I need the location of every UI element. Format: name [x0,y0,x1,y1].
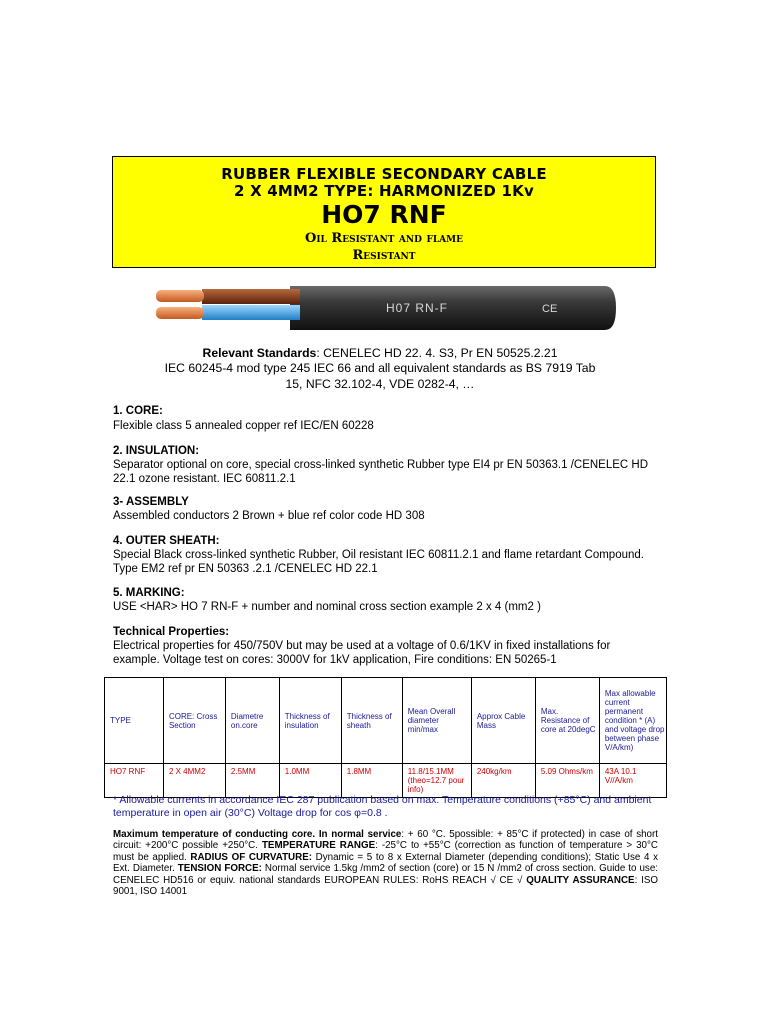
specification-table [104,677,667,798]
table-cell: 2.5MM [225,764,279,798]
section-marking-title: 5. MARKING: [113,587,185,599]
subtitle-line-2: Resistant [352,248,416,263]
table-header-cell: Approx Cable Mass [471,678,535,764]
outer-sheath [290,286,616,330]
standards-line-3: 15, NFC 32.102-4, VDE 0282-4, … [285,377,475,391]
standards-label: Relevant Standards [202,346,317,360]
standards-line-2: IEC 60245-4 mod type 245 IEC 66 and all equivalent standards as BS 7919 Tab [164,361,596,375]
table-header-cell: Thickness of sheath [341,678,402,764]
table-header-cell: TYPE [105,678,164,764]
section-insulation-title: 2. INSULATION: [113,445,200,457]
copper-conductor-top [156,290,204,302]
title-line-1: RUBBER FLEXIBLE SECONDARY CABLE [221,165,547,183]
table-cell: 5.09 Ohms/km [535,764,599,798]
table-cell: 240kg/km [471,764,535,798]
subtitle-line-1: Oil Resistant and flame [305,231,463,246]
table-header-cell: CORE: Cross Section [163,678,225,764]
blue-core [202,305,300,320]
table-cell: HO7 RNF [105,764,164,798]
table-header-cell: Diametre on.core [225,678,279,764]
cable-marking: H07 RN-F [386,301,449,315]
table-header-cell: Mean Overall diameter min/max [402,678,471,764]
table-cell: 2 X 4MM2 [163,764,225,798]
table-header-row [105,678,667,764]
section-marking-body: USE <HAR> HO 7 RN-F + number and nominal cross section example 2 x 4 (mm2 ) [113,601,541,613]
title-banner [112,156,656,268]
section-assembly-body: Assembled conductors 2 Brown + blue ref color code HD 308 [113,510,425,522]
table-footnote: * Allowable currents in accordance IEC 287 publication based on max. Temperature conditions (+85°C) and ambient temperature in open air (30°C) Voltage drop for cos φ=0.8 . [113,794,652,819]
section-sheath-title: 4. OUTER SHEATH: [113,535,220,547]
type-code: HO7 RNF [321,200,447,229]
table-row [105,764,667,798]
table-header-cell: Max allowable current permanent condition * (A) and voltage drop between phase V/A/km) [599,678,666,764]
section-assembly-title: 3- ASSEMBLY [113,496,189,508]
copper-conductor-bottom [156,307,204,319]
table-cell: 1.0MM [279,764,341,798]
ce-mark: CE [542,303,558,315]
table-header-cell: Thickness of insulation [279,678,341,764]
table-cell: 1.8MM [341,764,402,798]
table-cell: 11.8/15.1MM (theo=12.7 pour info) [402,764,471,798]
section-technical-title: Technical Properties: [113,626,230,638]
service-conditions-paragraph: Maximum temperature of conducting core. In normal service: + 60 °C. 5possible: + 85°C if protected) in case of short circuit: +200°C possible +250°C. TEMPERATURE RANGE: -25°C to +55°C (correction as function of temperature > 30°C must be applied. RADIUS OF CURVATURE: Dynamic = 5 to 8 x External Diameter (depending conditions); Static Use 4 x Ext. Diameter. TENSION FORCE: Normal service 1.5kg /mm2 of section (core) or 15 N /mm2 of cross section. Guide to use: CENELEC HD516 or equiv. national standards EUROPEAN RULES: RoHS REACH √ CE √ QUALITY ASSURANCE: ISO 9001, ISO 14001 [113,829,658,898]
title-line-2: 2 X 4MM2 TYPE: HARMONIZED 1Kv [234,182,534,200]
table-header-cell: Max. Resistance of core at 20degC [535,678,599,764]
cable-image [150,282,620,338]
section-sheath-body: Special Black cross-linked synthetic Rubber, Oil resistant IEC 60811.2.1 and flame retardant Compound. Type EM2 ref pr EN 50363 .2.1 /CENELEC HD 22.1 [113,549,644,575]
section-insulation-body: Separator optional on core, special cross-linked synthetic Rubber type EI4 pr EN 50363.1 /CENELEC HD 22.1 ozone resistant. IEC 60811.2.1 [113,459,649,485]
standards-line-1: Relevant Standards: CENELEC HD 22. 4. S3, Pr EN 50525.2.21 [202,346,558,360]
section-core-body: Flexible class 5 annealed copper ref IEC/EN 60228 [113,420,374,432]
table-cell: 43A 10.1 V//A/km [599,764,666,798]
section-technical-body: Electrical properties for 450/750V but may be used at a voltage of 0.6/1KV in fixed installations for example. Voltage test on cores: 3000V for 1kV application, Fire conditions: EN 50265-1 [113,640,611,666]
section-core-title: 1. CORE: [113,405,163,417]
brown-core [202,289,300,304]
